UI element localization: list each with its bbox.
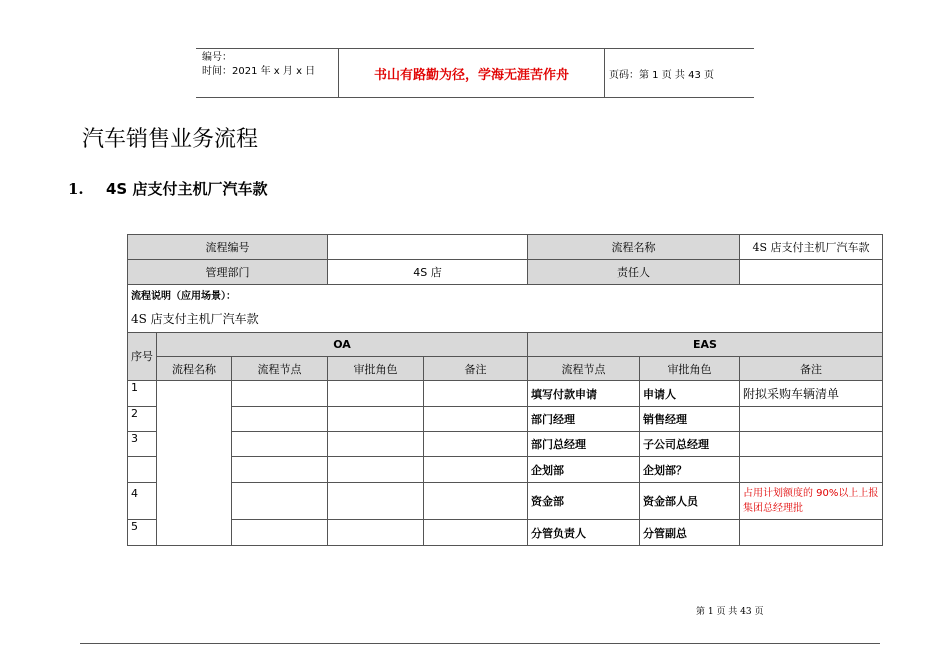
label-process-code: 流程编号 [128, 235, 328, 260]
label-owner: 责任人 [528, 260, 740, 285]
oa-role-cell [328, 407, 424, 432]
seq-header: 序号 [128, 333, 157, 381]
eas-role-cell: 资金部人员 [640, 483, 740, 520]
oa-role-cell [328, 457, 424, 483]
eas-note-cell: 占用计划额度的 90%以上上报集团总经理批 [740, 483, 883, 520]
table-row [128, 432, 883, 457]
oa-node-cell [232, 457, 328, 483]
footer-divider [80, 643, 880, 644]
eas-role-cell: 销售经理 [640, 407, 740, 432]
col-oa-note: 备注 [424, 357, 528, 381]
description-text: 4S 店支付主机厂汽车款 [131, 312, 259, 326]
header-left [202, 51, 315, 79]
page-footer: 第 1 页 共 43 页 [696, 607, 764, 617]
table-row [128, 407, 883, 432]
eas-note-cell [740, 432, 883, 457]
value-owner [740, 260, 883, 285]
eas-note-cell [740, 520, 883, 546]
process-description [128, 285, 883, 333]
table-row [128, 520, 883, 546]
section-heading [68, 178, 267, 199]
oa-node-cell [232, 381, 328, 407]
seq-cell: 2 [128, 407, 157, 432]
eas-role-cell: 分管副总 [640, 520, 740, 546]
seq-cell: 1 [128, 381, 157, 407]
seq-cell: 4 [128, 483, 157, 520]
oa-node-cell [232, 432, 328, 457]
col-oa-node: 流程节点 [232, 357, 328, 381]
seq-cell: 5 [128, 520, 157, 546]
table-row [128, 333, 883, 357]
oa-role-cell [328, 520, 424, 546]
oa-note-cell [424, 381, 528, 407]
oa-process-name-cell [157, 381, 232, 546]
oa-role-cell [328, 432, 424, 457]
eas-node-cell: 资金部 [528, 483, 640, 520]
eas-node-cell: 部门经理 [528, 407, 640, 432]
description-label: 流程说明（应用场景）： [131, 291, 236, 302]
motto: 书山有路勤为径，学海无涯苦作舟 [338, 49, 605, 97]
eas-node-cell: 部门总经理 [528, 432, 640, 457]
table-row [128, 260, 883, 285]
table-row [128, 381, 883, 407]
label-process-name: 流程名称 [528, 235, 740, 260]
value-process-code [328, 235, 528, 260]
oa-note-cell [424, 483, 528, 520]
eas-role-cell: 申请人 [640, 381, 740, 407]
oa-note-cell [424, 457, 528, 483]
eas-node-cell: 分管负责人 [528, 520, 640, 546]
eas-role-cell: 子公司总经理 [640, 432, 740, 457]
eas-role-cell: 企划部？ [640, 457, 740, 483]
group-oa: OA [157, 333, 528, 357]
oa-node-cell [232, 483, 328, 520]
oa-node-cell [232, 520, 328, 546]
seq-cell [128, 457, 157, 483]
oa-node-cell [232, 407, 328, 432]
section-title: 4S 店支付主机厂汽车款 [106, 180, 268, 198]
oa-note-cell [424, 407, 528, 432]
group-eas: EAS [528, 333, 883, 357]
eas-node-cell: 填写付款申请 [528, 381, 640, 407]
col-eas-note: 备注 [740, 357, 883, 381]
oa-role-cell [328, 483, 424, 520]
table-row [128, 285, 883, 333]
oa-note-cell [424, 432, 528, 457]
page-header [196, 48, 754, 98]
number-label: 编号： [202, 52, 232, 63]
section-number: 1. [68, 180, 84, 198]
eas-note-cell: 附拟采购车辆清单 [740, 381, 883, 407]
col-eas-node: 流程节点 [528, 357, 640, 381]
document-title: 汽车销售业务流程 [82, 127, 259, 152]
page-label: 页码：第 1 页 共 43 页 [609, 70, 714, 81]
table-row [128, 235, 883, 260]
eas-note-cell [740, 407, 883, 432]
col-oa-process-name: 流程名称 [157, 357, 232, 381]
value-department: 4S 店 [328, 260, 528, 285]
process-table [127, 234, 883, 546]
table-row [128, 457, 883, 483]
eas-note-cell [740, 457, 883, 483]
seq-cell: 3 [128, 432, 157, 457]
col-eas-role: 审批角色 [640, 357, 740, 381]
label-department: 管理部门 [128, 260, 328, 285]
table-row [128, 357, 883, 381]
oa-note-cell [424, 520, 528, 546]
oa-role-cell [328, 381, 424, 407]
eas-node-cell: 企划部 [528, 457, 640, 483]
value-process-name: 4S 店支付主机厂汽车款 [740, 235, 883, 260]
table-row [128, 483, 883, 520]
time-label: 时间：2021 年 x 月 x 日 [202, 66, 316, 77]
col-oa-role: 审批角色 [328, 357, 424, 381]
